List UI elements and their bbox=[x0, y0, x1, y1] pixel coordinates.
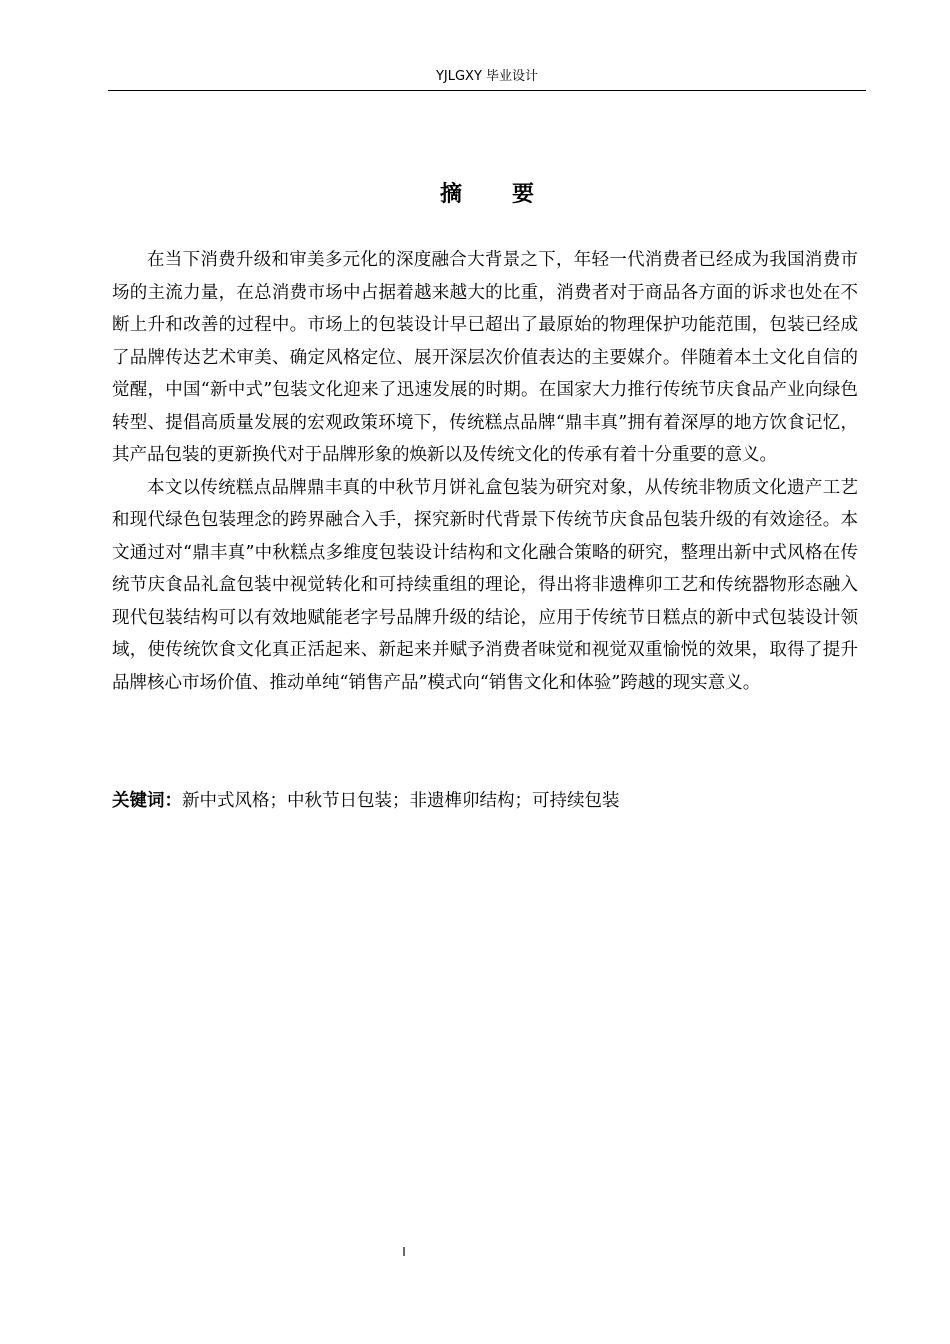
keywords-text: 新中式风格；中秋节日包装；非遗榫卯结构；可持续包装 bbox=[182, 791, 620, 811]
abstract-paragraph-2: 本文以传统糕点品牌鼎丰真的中秋节月饼礼盒包装为研究对象，从传统非物质文化遗产工艺和现代绿色包装理念的跨界融合入手，探究新时代背景下传统节庆食品包装升级的有效途径。本文通过对“鼎丰真”中秋糕点多维度包装设计结构和文化融合策略的研究，整理出新中式风格在传统节庆食品礼盒包装中视觉转化和可持续重组的理论，得出将非遗榫卯工艺和传统器物形态融入现代包装结构可以有效地赋能老字号品牌升级的结论，应用于传统节日糕点的新中式包装设计领域，使传统饮食文化真正活起来、新起来并赋予消费者味觉和视觉双重愉悦的效果，取得了提升品牌核心市场价值、推动单纯“销售产品”模式向“销售文化和体验”跨越的现实意义。 bbox=[112, 477, 858, 693]
keywords-label: 关键词： bbox=[112, 791, 182, 811]
keywords-line bbox=[112, 786, 858, 816]
header-text: YJLGXY 毕业设计 bbox=[435, 69, 539, 84]
page-number: I bbox=[402, 1245, 406, 1259]
abstract-paragraph-1: 在当下消费升级和审美多元化的深度融合大背景之下，年轻一代消费者已经成为我国消费市场的主流力量，在总消费市场中占据着越来越大的比重，消费者对于商品各方面的诉求也处在不断上升和改善的过程中。市场上的包装设计早已超出了最原始的物理保护功能范围，包装已经成了品牌传达艺术审美、确定风格定位、展开深层次价值表达的主要媒介。伴随着本土文化自信的觉醒，中国“新中式”包装文化迎来了迅速发展的时期。在国家大力推行传统节庆食品产业向绿色转型、提倡高质量发展的宏观政策环境下，传统糕点品牌“鼎丰真”拥有着深厚的地方饮食记忆，其产品包装的更新换代对于品牌形象的焕新以及传统文化的传承有着十分重要的意义。 bbox=[112, 250, 858, 465]
abstract-title: 摘要 bbox=[439, 182, 584, 207]
abstract-body bbox=[112, 244, 858, 699]
page-header bbox=[108, 68, 866, 91]
